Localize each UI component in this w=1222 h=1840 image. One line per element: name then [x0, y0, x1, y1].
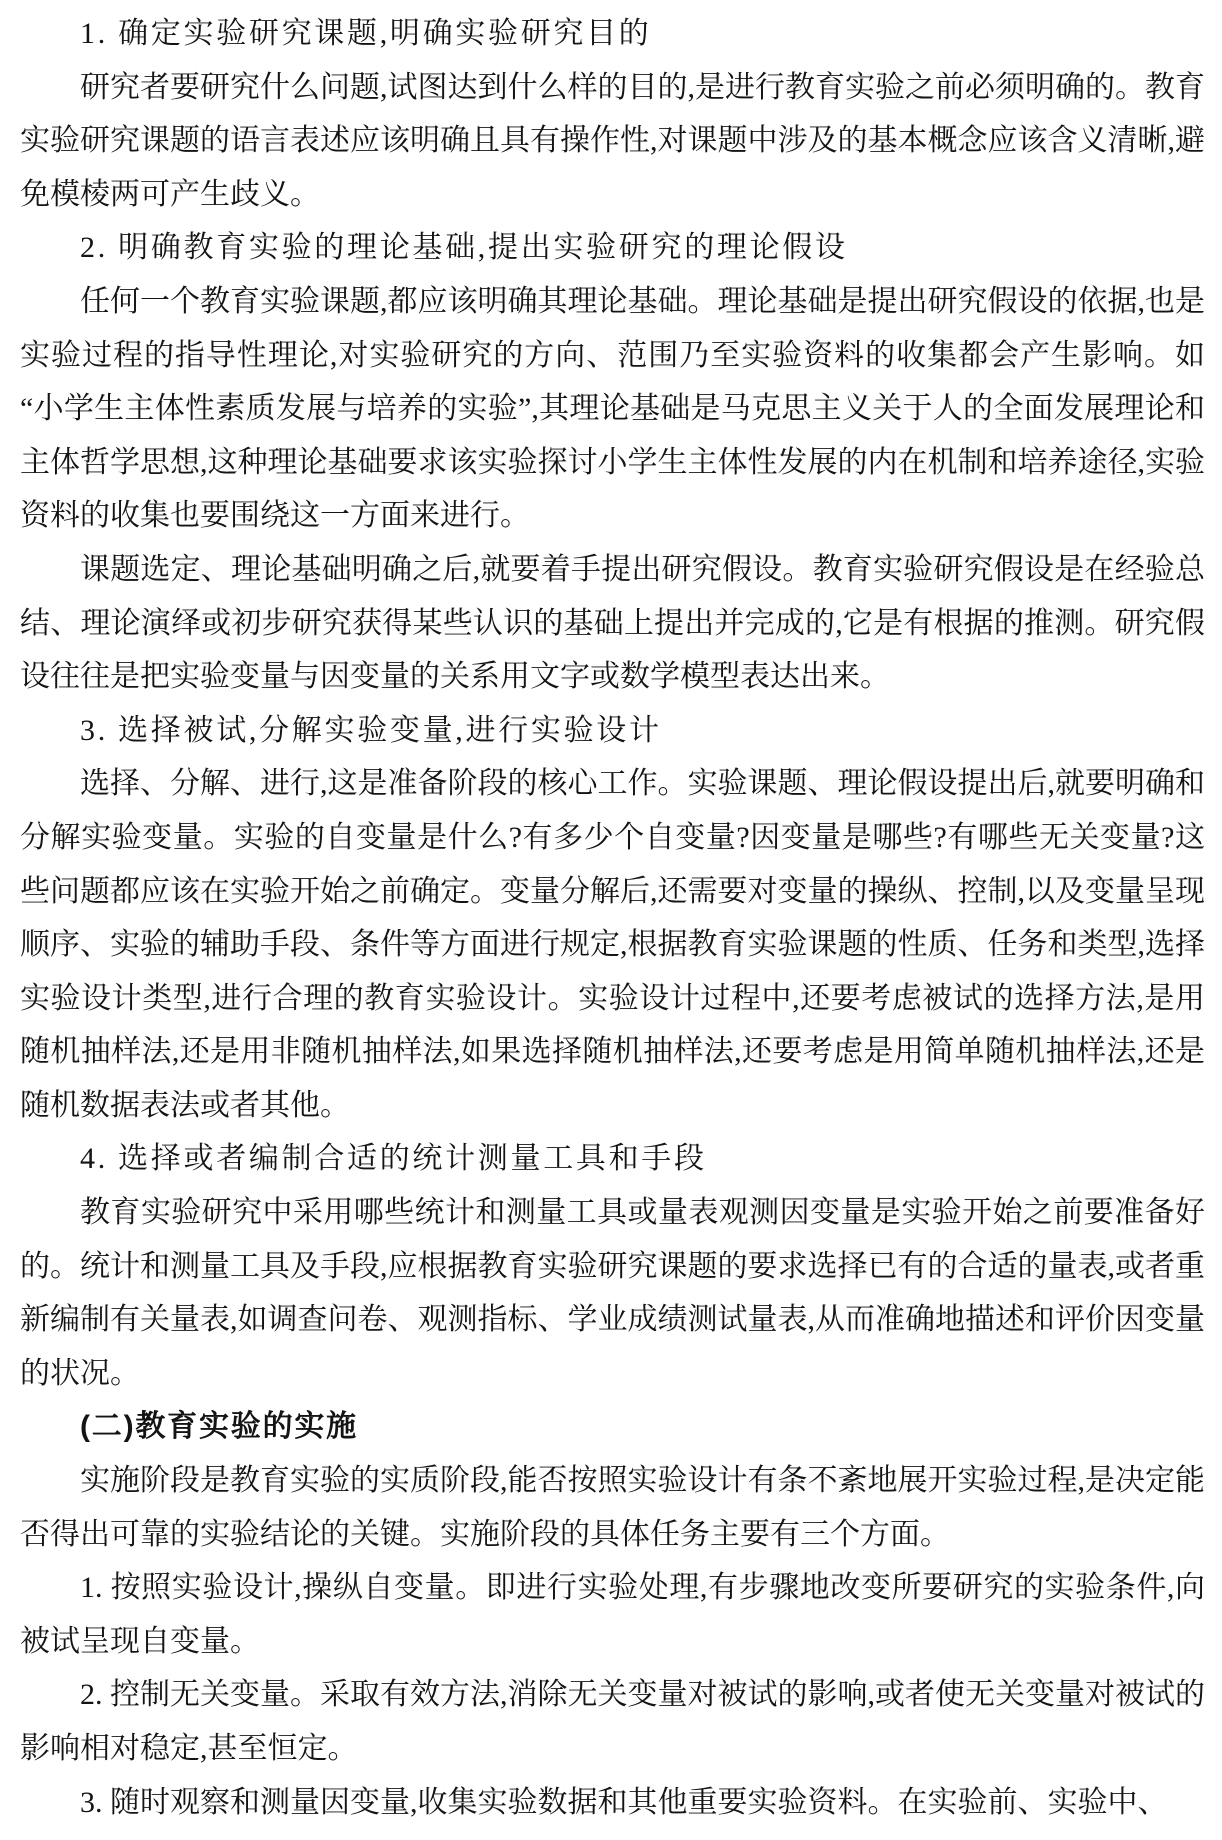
numbered-heading-4: 4. 选择或者编制合适的统计测量工具和手段	[80, 1142, 707, 1176]
numbered-heading-1: 1. 确定实验研究课题,明确实验研究目的	[80, 17, 652, 50]
body-paragraph: 1. 按照实验设计,操纵自变量。即进行实验处理,有步骤地改变所要研究的实验条件,向被试呈现自变量。	[20, 1571, 1205, 1658]
body-paragraph: 研究者要研究什么问题,试图达到什么样的目的,是进行教育实验之前必须明确的。教育实验研究课题的语言表述应该明确且具有操作性,对课题中涉及的基本概念应该含义清晰,避免模棱两可产生歧义。	[20, 70, 1205, 211]
body-paragraph: 实施阶段是教育实验的实质阶段,能否按照实验设计有条不紊地展开实验过程,是决定能否得出可靠的实验结论的关键。实施阶段的具体任务主要有三个方面。	[20, 1464, 1205, 1551]
body-paragraph: 2. 控制无关变量。采取有效方法,消除无关变量对被试的影响,或者使无关变量对被试的影响相对稳定,甚至恒定。	[20, 1678, 1205, 1765]
numbered-heading-2: 2. 明确教育实验的理论基础,提出实验研究的理论假设	[80, 231, 848, 265]
body-paragraph: 教育实验研究中采用哪些统计和测量工具或量表观测因变量是实验开始之前要准备好的。统计和测量工具及手段,应根据教育实验研究课题的要求选择已有的合适的量表,或者重新编制有关量表,如调查问卷、观测指标、学业成绩测试量表,从而准确地描述和评价因变量的状况。	[20, 1196, 1205, 1390]
section-heading: (二)教育实验的实施	[80, 1410, 358, 1444]
numbered-heading-3: 3. 选择被试,分解实验变量,进行实验设计	[80, 713, 662, 747]
body-paragraph: 选择、分解、进行,这是准备阶段的核心工作。实验课题、理论假设提出后,就要明确和分解实验变量。实验的自变量是什么?有多少个自变量?因变量是哪些?有哪些无关变量?这些问题都应该在实验开始之前确定。变量分解后,还需要对变量的操纵、控制,以及变量呈现顺序、实验的辅助手段、条件等方面进行规定,根据教育实验课题的性质、任务和类型,选择实验设计类型,进行合理的教育实验设计。实验设计过程中,还要考虑被试的选择方法,是用随机抽样法,还是用非随机抽样法,如果选择随机抽样法,还要考虑是用简单随机抽样法,还是随机数据表法或者其他。	[20, 767, 1205, 1122]
body-paragraph: 3. 随时观察和测量因变量,收集实验数据和其他重要实验资料。在实验前、实验中、	[80, 1785, 1168, 1819]
body-paragraph: 任何一个教育实验课题,都应该明确其理论基础。理论基础是提出研究假设的依据,也是实验过程的指导性理论,对实验研究的方向、范围乃至实验资料的收集都会产生影响。如“小学生主体性素质发展与培养的实验”,其理论基础是马克思主义关于人的全面发展理论和主体哲学思想,这种理论基础要求该实验探讨小学生主体性发展的内在机制和培养途径,实验资料的收集也要围绕这一方面来进行。	[20, 284, 1205, 533]
body-paragraph: 课题选定、理论基础明确之后,就要着手提出研究假设。教育实验研究假设是在经验总结、理论演绎或初步研究获得某些认识的基础上提出并完成的,它是有根据的推测。研究假设往往是把实验变量与因变量的关系用文字或数学模型表达出来。	[20, 552, 1205, 694]
